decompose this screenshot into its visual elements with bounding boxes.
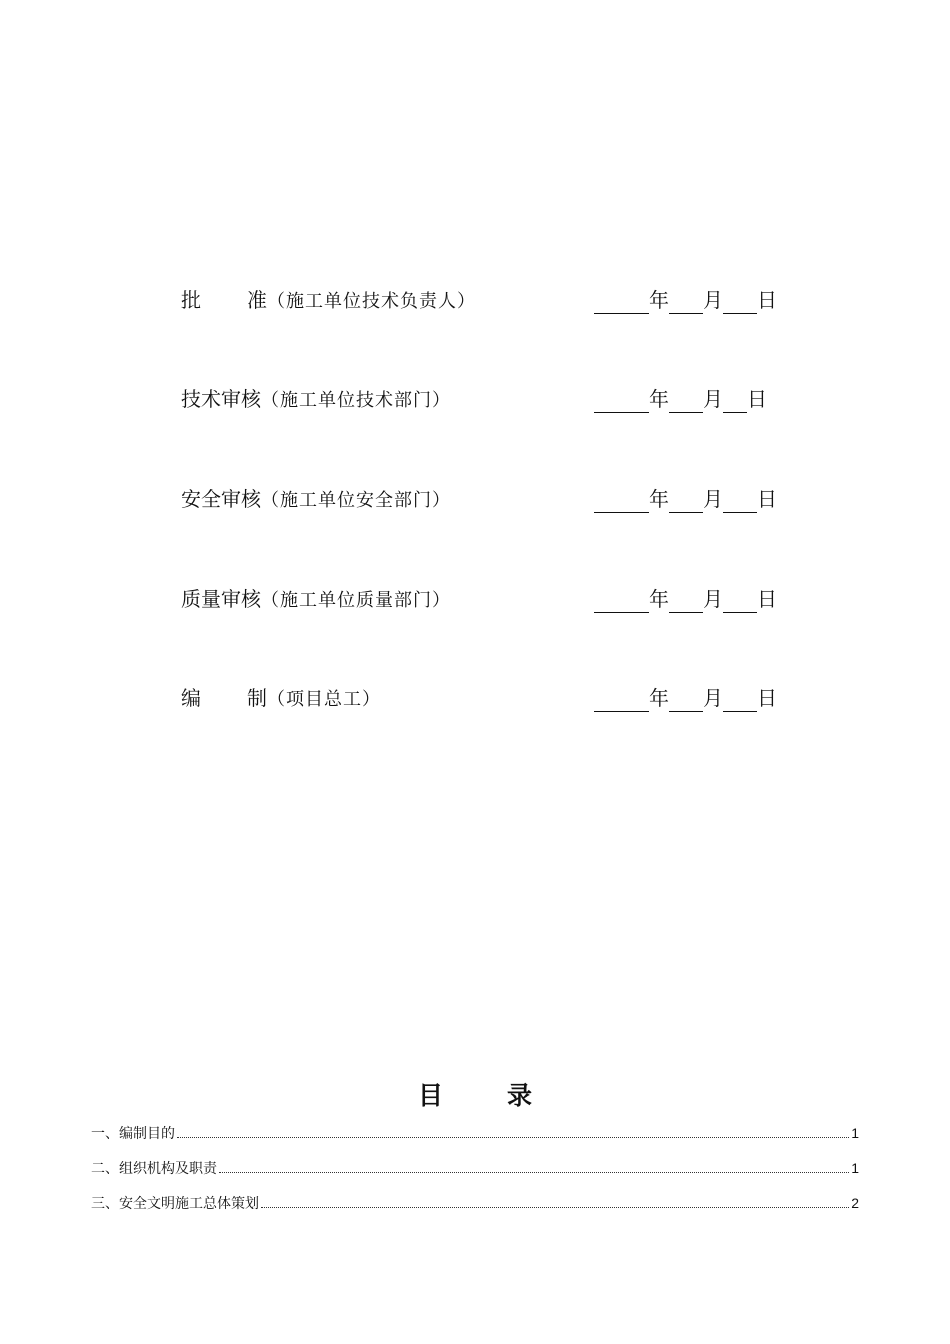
day-blank[interactable] — [723, 386, 747, 413]
toc-item-label[interactable]: 三、安全文明施工总体策划 — [91, 1196, 259, 1212]
toc-item-label[interactable]: 一、编制目的 — [91, 1126, 175, 1142]
year-label: 年 — [649, 487, 669, 511]
toc-item-page: 2 — [851, 1195, 859, 1211]
day-blank[interactable] — [723, 685, 757, 712]
date-field — [594, 678, 777, 718]
signoff-role — [181, 479, 451, 521]
toc-leader-dots — [219, 1157, 849, 1173]
toc-item-page: 1 — [851, 1160, 859, 1176]
signoff-row-tech-review — [181, 379, 801, 419]
toc-item[interactable] — [91, 1122, 859, 1144]
signoff-role — [181, 579, 451, 621]
month-blank[interactable] — [669, 386, 703, 413]
year-label: 年 — [649, 686, 669, 710]
signoff-row-safety-review — [181, 479, 801, 519]
toc-leader-dots — [177, 1122, 849, 1138]
month-blank[interactable] — [669, 685, 703, 712]
year-blank[interactable] — [594, 486, 649, 513]
date-field — [594, 479, 777, 519]
role-head: 技术审核 — [181, 387, 261, 411]
month-label: 月 — [703, 387, 723, 411]
role-note: （施工单位技术部门） — [261, 390, 451, 411]
role-head-char: 制 — [247, 686, 267, 710]
day-label: 日 — [747, 387, 767, 411]
role-head: 安全审核 — [181, 487, 261, 511]
day-label: 日 — [757, 686, 777, 710]
toc-item[interactable] — [91, 1157, 859, 1179]
toc-title-char: 目 — [417, 1081, 443, 1110]
signoff-role — [181, 678, 381, 720]
toc-title — [0, 1076, 950, 1112]
year-blank[interactable] — [594, 287, 649, 314]
role-note: （施工单位质量部门） — [261, 590, 451, 611]
month-label: 月 — [703, 487, 723, 511]
day-blank[interactable] — [723, 287, 757, 314]
month-blank[interactable] — [669, 586, 703, 613]
month-blank[interactable] — [669, 287, 703, 314]
month-label: 月 — [703, 686, 723, 710]
year-label: 年 — [649, 587, 669, 611]
role-note: （施工单位安全部门） — [261, 490, 451, 511]
month-blank[interactable] — [669, 486, 703, 513]
toc-item-page: 1 — [851, 1125, 859, 1141]
signoff-row-quality-review — [181, 579, 801, 619]
year-blank[interactable] — [594, 586, 649, 613]
day-label: 日 — [757, 587, 777, 611]
role-note: （施工单位技术负责人） — [267, 291, 476, 312]
day-label: 日 — [757, 487, 777, 511]
toc-title-char: 录 — [507, 1081, 533, 1110]
signoff-row-approve — [181, 280, 801, 320]
year-blank[interactable] — [594, 685, 649, 712]
signoff-role — [181, 379, 451, 421]
year-blank[interactable] — [594, 386, 649, 413]
month-label: 月 — [703, 587, 723, 611]
role-head-char: 编 — [181, 686, 201, 710]
date-field — [594, 379, 767, 419]
role-note: （项目总工） — [267, 689, 381, 710]
toc-leader-dots — [261, 1192, 849, 1208]
role-head: 质量审核 — [181, 587, 261, 611]
date-field — [594, 579, 777, 619]
day-label: 日 — [757, 288, 777, 312]
month-label: 月 — [703, 288, 723, 312]
role-head — [181, 280, 267, 320]
role-head-char: 准 — [247, 288, 267, 312]
day-blank[interactable] — [723, 486, 757, 513]
date-field — [594, 280, 777, 320]
year-label: 年 — [649, 387, 669, 411]
role-head — [181, 678, 267, 718]
role-head-char: 批 — [181, 288, 201, 312]
year-label: 年 — [649, 288, 669, 312]
day-blank[interactable] — [723, 586, 757, 613]
signoff-role — [181, 280, 476, 322]
toc-item-label[interactable]: 二、组织机构及职责 — [91, 1161, 217, 1177]
toc-item[interactable] — [91, 1192, 859, 1214]
signoff-row-compile — [181, 678, 801, 718]
